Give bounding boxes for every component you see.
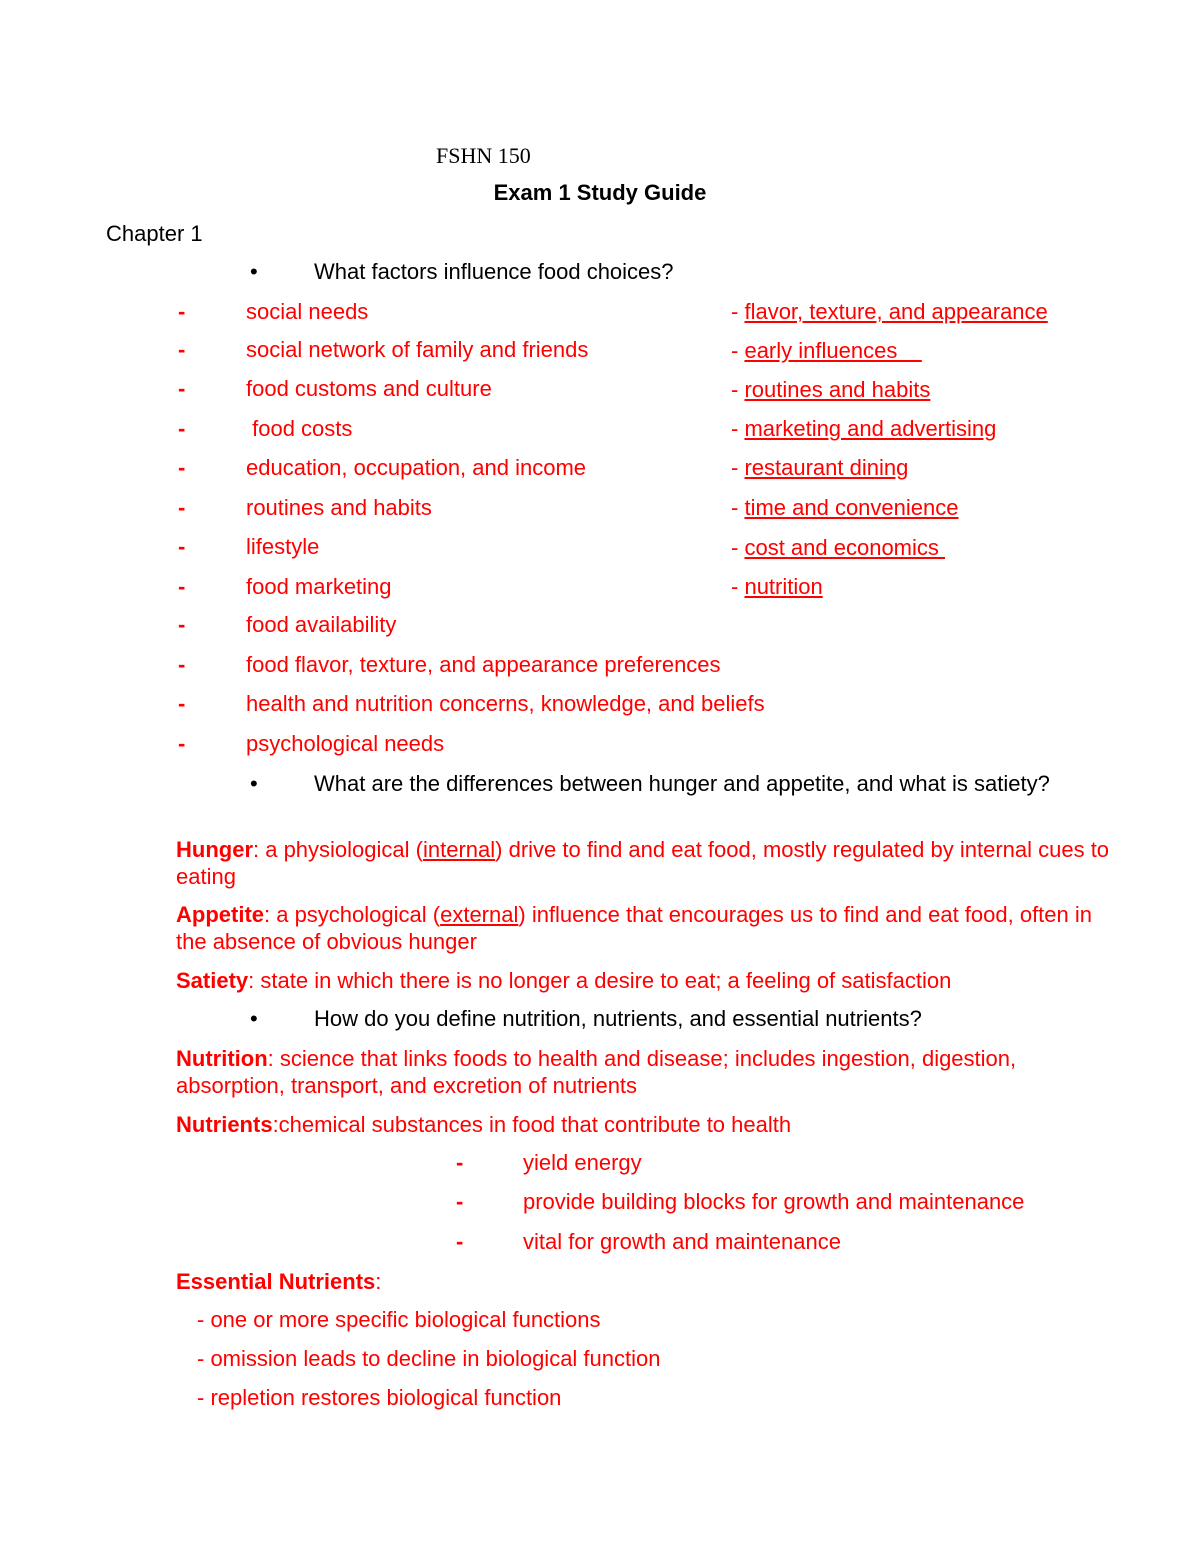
list-item-text: flavor, texture, and appearance — [744, 299, 1048, 324]
list-item — [731, 416, 996, 442]
definition-hunger — [176, 836, 1116, 890]
document-title: Exam 1 Study Guide — [493, 180, 707, 205]
question-hunger-appetite — [176, 770, 1076, 797]
dash-prefix: - — [731, 495, 745, 520]
list-item: vital for growth and maintenance — [523, 1229, 841, 1254]
list-item — [731, 338, 922, 364]
list-item — [731, 455, 908, 481]
list-item: - repletion restores biological function — [197, 1385, 562, 1410]
list-item — [731, 574, 823, 600]
definition-satiety — [176, 967, 1116, 994]
term-appetite: Appetite — [176, 902, 264, 927]
list-item: lifestyle — [246, 534, 320, 559]
dash-marker: - — [178, 455, 186, 480]
underlined-word: external — [440, 902, 519, 927]
definition-appetite — [176, 901, 1116, 955]
list-item — [731, 495, 958, 521]
underlined-word: internal — [422, 837, 496, 862]
definition-text: : a psychological ( — [264, 902, 441, 927]
definition-essential-nutrients — [176, 1268, 1116, 1295]
dash-marker: - — [178, 691, 186, 716]
definition-text: : state in which there is no longer a desire to eat; a feeling of satisfaction — [248, 968, 952, 993]
term-hunger: Hunger — [176, 837, 253, 862]
term-nutrients: Nutrients — [176, 1112, 273, 1137]
dash-marker: - — [456, 1229, 464, 1254]
definition-nutrients — [176, 1111, 1116, 1138]
dash-marker: - — [456, 1189, 464, 1214]
list-item: routines and habits — [246, 495, 432, 520]
bullet-marker: • — [250, 771, 258, 796]
dash-marker: - — [178, 612, 186, 637]
list-item: provide building blocks for growth and maintenance — [523, 1189, 1025, 1214]
definition-nutrition — [176, 1045, 1116, 1099]
course-code: FSHN 150 — [436, 143, 531, 168]
list-item — [731, 299, 1048, 325]
term-essential-nutrients: Essential Nutrients — [176, 1269, 376, 1294]
term-satiety: Satiety — [176, 968, 249, 993]
list-item: education, occupation, and income — [246, 455, 587, 480]
list-item — [731, 377, 930, 403]
list-item: - omission leads to decline in biological function — [197, 1346, 661, 1371]
list-item-text: time and convenience — [744, 495, 959, 520]
list-item — [731, 535, 945, 561]
colon: : — [375, 1269, 382, 1294]
definition-text: : science that links foods to health and disease; includes ingestion, digestion, absorption, transport, and excretion of nutrients — [176, 1046, 1017, 1098]
dash-marker: - — [178, 731, 186, 756]
question-food-choices: What factors influence food choices? — [314, 259, 674, 284]
dash-marker: - — [178, 337, 186, 362]
list-item-text: restaurant dining — [744, 455, 909, 480]
list-item-text: routines and habits — [744, 377, 931, 402]
list-item: social network of family and friends — [246, 337, 589, 362]
term-nutrition: Nutrition — [176, 1046, 268, 1071]
dash-prefix: - — [731, 574, 745, 599]
list-item-text: marketing and advertising — [744, 416, 997, 441]
list-item: food costs — [246, 416, 353, 441]
list-item-text: early influences — [744, 338, 922, 363]
dash-prefix: - — [731, 535, 745, 560]
list-item-text: nutrition — [744, 574, 823, 599]
list-item: food marketing — [246, 574, 392, 599]
dash-marker: - — [178, 534, 186, 559]
list-item: health and nutrition concerns, knowledge, and beliefs — [246, 691, 765, 716]
dash-marker: - — [178, 299, 186, 324]
bullet-marker: • — [250, 259, 258, 284]
dash-prefix: - — [731, 416, 745, 441]
definition-text: ) drive to find and eat food, mostly regulated by internal cues to eating — [176, 837, 1110, 889]
list-item: food flavor, texture, and appearance preferences — [246, 652, 721, 677]
dash-prefix: - — [731, 377, 745, 402]
dash-marker: - — [178, 652, 186, 677]
list-item: yield energy — [523, 1150, 642, 1175]
list-item: food availability — [246, 612, 397, 637]
list-item-text: cost and economics — [744, 535, 945, 560]
dash-prefix: - — [731, 338, 745, 363]
dash-prefix: - — [731, 299, 745, 324]
list-item: food customs and culture — [246, 376, 492, 401]
chapter-heading: Chapter 1 — [106, 221, 203, 246]
list-item: psychological needs — [246, 731, 445, 756]
dash-marker: - — [178, 416, 186, 441]
question-text: What are the differences between hunger and appetite, and what is satiety? — [314, 771, 1050, 796]
bullet-marker: • — [250, 1006, 258, 1031]
dash-marker: - — [178, 376, 186, 401]
dash-marker: - — [178, 495, 186, 520]
list-item: social needs — [246, 299, 369, 324]
list-item: - one or more specific biological functions — [197, 1307, 601, 1332]
definition-text: ) influence that encourages us to find and eat food, often in the absence of obvious hunger — [176, 902, 1092, 954]
question-nutrition: How do you define nutrition, nutrients, and essential nutrients? — [314, 1006, 922, 1031]
dash-marker: - — [178, 574, 186, 599]
definition-text: :chemical substances in food that contribute to health — [272, 1112, 792, 1137]
dash-prefix: - — [731, 455, 745, 480]
dash-marker: - — [456, 1150, 464, 1175]
definition-text: : a physiological ( — [253, 837, 423, 862]
